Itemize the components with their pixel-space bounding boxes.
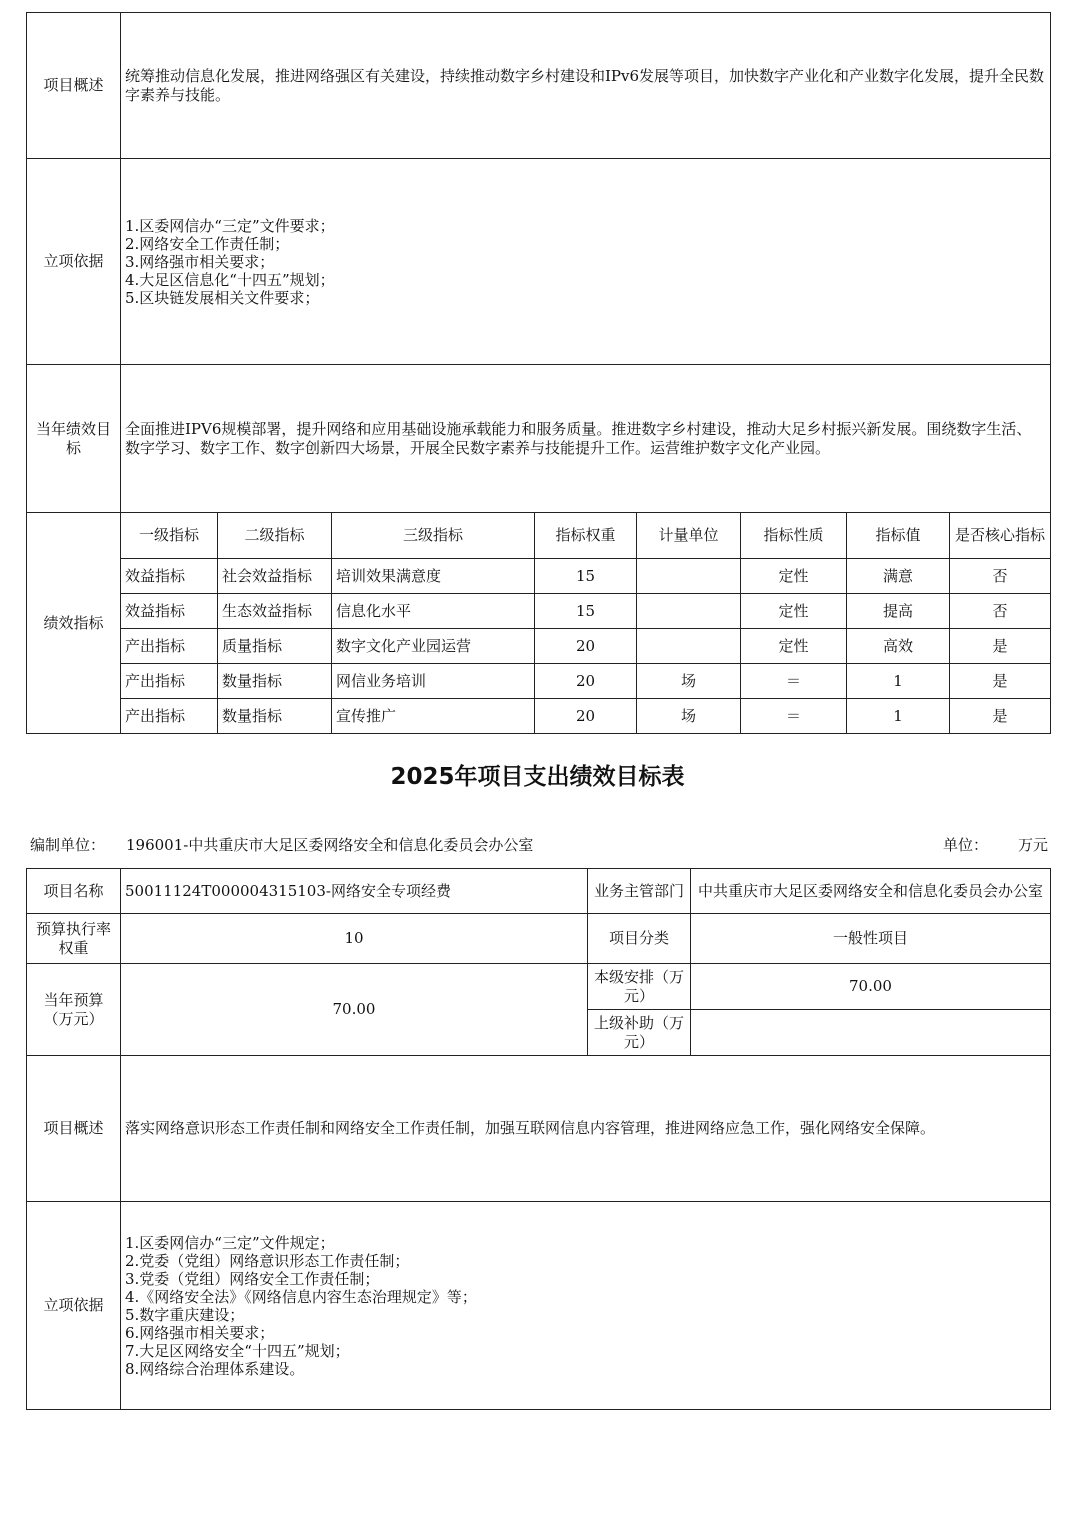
basis-item: 4.大足区信息化“十四五”规划； <box>125 270 335 289</box>
table-row <box>27 559 1051 594</box>
local-value: 70.00 <box>691 964 1051 1010</box>
org-label: 编制单位： <box>30 836 106 854</box>
cell-weight: 20 <box>535 629 637 664</box>
cell-value: 提高 <box>847 594 950 629</box>
cell-unit <box>637 594 741 629</box>
basis-item: 2.党委（党组）网络意识形态工作责任制； <box>125 1251 410 1270</box>
cell-value: 高效 <box>847 629 950 664</box>
basis-cell <box>121 1202 1051 1410</box>
cell-level1: 产出指标 <box>121 664 218 699</box>
col-header: 三级指标 <box>332 513 535 559</box>
cell-nature: ＝ <box>741 664 847 699</box>
cell-unit: 场 <box>637 664 741 699</box>
basis-label: 立项依据 <box>27 159 121 365</box>
org-unit-line <box>30 834 1050 858</box>
table-row <box>27 699 1051 734</box>
col-header: 指标权重 <box>535 513 637 559</box>
basis-item: 6.网络强市相关要求； <box>125 1323 275 1342</box>
basis-item: 1.区委网信办“三定”文件要求； <box>125 216 335 235</box>
cell-level2: 数量指标 <box>218 664 332 699</box>
basis-label: 立项依据 <box>27 1202 121 1410</box>
basis-item: 3.网络强市相关要求； <box>125 252 275 271</box>
cell-level1: 产出指标 <box>121 629 218 664</box>
cell-level2: 数量指标 <box>218 699 332 734</box>
cell-nature: 定性 <box>741 559 847 594</box>
cell-value: 1 <box>847 699 950 734</box>
rate-label: 预算执行率权重 <box>27 914 121 964</box>
table-row <box>27 629 1051 664</box>
budget-value: 70.00 <box>121 964 588 1056</box>
perf-label: 绩效指标 <box>27 513 121 734</box>
cell-weight: 15 <box>535 594 637 629</box>
goal-label: 当年绩效目标 <box>27 365 121 513</box>
cell-level2: 生态效益指标 <box>218 594 332 629</box>
dept-value: 中共重庆市大足区委网络安全和信息化委员会办公室 <box>691 869 1051 914</box>
cell-core: 否 <box>950 559 1051 594</box>
basis-item: 2.网络安全工作责任制； <box>125 234 290 253</box>
basis-item: 7.大足区网络安全“十四五”规划； <box>125 1341 350 1360</box>
cell-unit <box>637 629 741 664</box>
overview-label: 项目概述 <box>27 13 121 159</box>
unit-value: 万元 <box>1017 836 1048 854</box>
cell-nature: 定性 <box>741 594 847 629</box>
cell-core: 是 <box>950 629 1051 664</box>
table-row <box>27 664 1051 699</box>
org-value: 196001-中共重庆市大足区委网络安全和信息化委员会办公室 <box>126 836 534 854</box>
col-header: 一级指标 <box>121 513 218 559</box>
rate-value: 10 <box>121 914 588 964</box>
page-title: 2025年项目支出绩效目标表 <box>390 764 685 790</box>
cell-level3: 数字文化产业园运营 <box>332 629 535 664</box>
col-header: 是否核心指标 <box>950 513 1051 559</box>
cell-nature: 定性 <box>741 629 847 664</box>
performance-table-1 <box>26 12 1051 734</box>
cell-unit <box>637 559 741 594</box>
basis-item: 4.《网络安全法》《网络信息内容生态治理规定》等； <box>125 1287 477 1306</box>
basis-item: 5.区块链发展相关文件要求； <box>125 288 320 307</box>
cell-weight: 20 <box>535 664 637 699</box>
basis-cell <box>121 159 1051 365</box>
cell-unit: 场 <box>637 699 741 734</box>
basis-item: 8.网络综合治理体系建设。 <box>125 1359 305 1378</box>
cell-level2: 社会效益指标 <box>218 559 332 594</box>
basis-item: 5.数字重庆建设； <box>125 1305 245 1324</box>
col-header: 指标值 <box>847 513 950 559</box>
basis-list <box>125 217 1046 307</box>
overview-text: 统筹推动信息化发展，推进网络强区有关建设，持续推动数字乡村建设和IPv6发展等项目，加快数字产业化和产业数字化发展，提升全民数字素养与技能。 <box>121 13 1051 159</box>
cell-value: 1 <box>847 664 950 699</box>
cell-level1: 产出指标 <box>121 699 218 734</box>
goal-text: 全面推进IPV6规模部署，提升网络和应用基础设施承载能力和服务质量。推进数字乡村建设，推动大足乡村振兴新发展。围绕数字生活、数字学习、数字工作、数字创新四大场景，开展全民数字素养与技能提升工作。运营维护数字文化产业园。 <box>121 365 1051 513</box>
cell-level3: 培训效果满意度 <box>332 559 535 594</box>
performance-table-2 <box>26 868 1051 1410</box>
unit-label: 单位： <box>942 836 988 854</box>
cell-core: 否 <box>950 594 1051 629</box>
project-name-label: 项目名称 <box>27 869 121 914</box>
upper-value <box>691 1010 1051 1056</box>
category-value: 一般性项目 <box>691 914 1051 964</box>
upper-label: 上级补助（万元） <box>588 1010 691 1056</box>
cell-level3: 信息化水平 <box>332 594 535 629</box>
local-label: 本级安排（万元） <box>588 964 691 1010</box>
col-header: 计量单位 <box>637 513 741 559</box>
project-name-value: 50011124T000004315103-网络安全专项经费 <box>121 869 588 914</box>
overview-text: 落实网络意识形态工作责任制和网络安全工作责任制，加强互联网信息内容管理，推进网络应急工作，强化网络安全保障。 <box>121 1056 1051 1202</box>
category-label: 项目分类 <box>588 914 691 964</box>
cell-weight: 20 <box>535 699 637 734</box>
overview-label: 项目概述 <box>27 1056 121 1202</box>
cell-core: 是 <box>950 664 1051 699</box>
dept-label: 业务主管部门 <box>588 869 691 914</box>
basis-item: 1.区委网信办“三定”文件规定； <box>125 1233 335 1252</box>
cell-core: 是 <box>950 699 1051 734</box>
cell-level3: 网信业务培训 <box>332 664 535 699</box>
cell-level2: 质量指标 <box>218 629 332 664</box>
cell-level1: 效益指标 <box>121 559 218 594</box>
budget-label: 当年预算（万元） <box>27 964 121 1056</box>
cell-nature: ＝ <box>741 699 847 734</box>
col-header: 二级指标 <box>218 513 332 559</box>
col-header: 指标性质 <box>741 513 847 559</box>
cell-value: 满意 <box>847 559 950 594</box>
basis-item: 3.党委（党组）网络安全工作责任制； <box>125 1269 380 1288</box>
cell-level1: 效益指标 <box>121 594 218 629</box>
basis-list <box>125 1234 1046 1378</box>
cell-weight: 15 <box>535 559 637 594</box>
cell-level3: 宣传推广 <box>332 699 535 734</box>
table-row <box>27 594 1051 629</box>
